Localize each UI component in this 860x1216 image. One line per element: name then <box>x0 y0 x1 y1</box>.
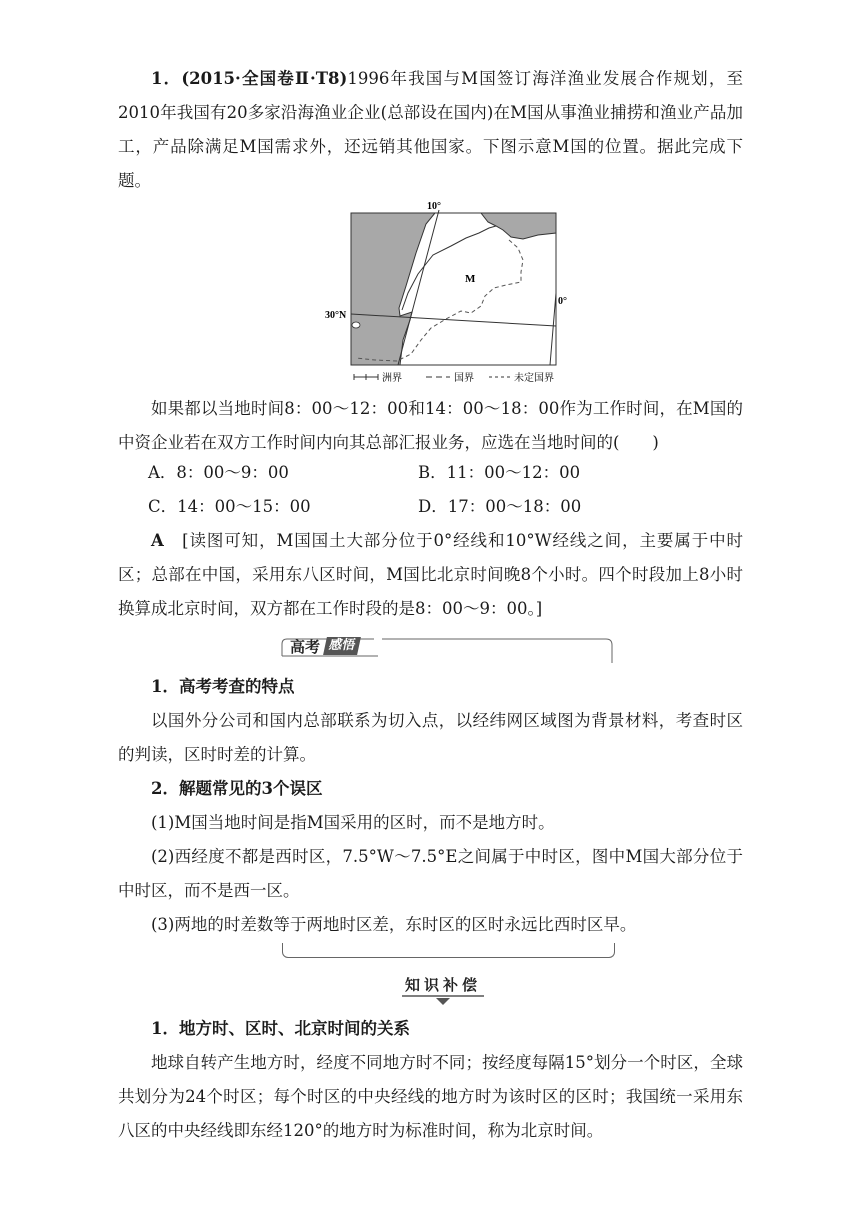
question-intro-text: 1996年我国与M国签订海洋渔业发展合作规划，至2010年我国有20多家沿海渔业企业(总部设在国内)在M国从事渔业捕捞和渔业产品加工，产品除满足M国需求外，还远销其他国家。下图示意M国的位置。据此完成下题。 <box>118 69 743 190</box>
map-legend <box>354 371 554 384</box>
knowledge-title: 知识补偿 <box>404 976 481 994</box>
legend-continent-border: 洲界 <box>382 373 402 384</box>
label-m: M <box>465 273 476 285</box>
island <box>352 322 360 328</box>
knowledge-heading-1: 1．地方时、区时、北京时间的关系 <box>151 1019 410 1038</box>
insight-item-1: (1)M国当地时间是指M国采用的区时，而不是地方时。 <box>151 813 555 832</box>
insight-box-bottom <box>282 943 615 958</box>
insight-item-2: (2)西经度不都是西时区，7.5°W～7.5°E之间属于中时区，图中M国大部分位于中时区，而不是西一区。 <box>118 847 743 900</box>
option-a: A．8：00～9：00 <box>148 463 289 482</box>
knowledge-supplement-banner <box>396 974 490 1008</box>
question-number: 1． <box>151 69 182 88</box>
question-stem: 如果都以当地时间8：00～12：00和14：00～18：00作为工作时间，在M国的中资企业若在双方工作时间内向其总部汇报业务，应选在当地时间的( ) <box>118 399 743 452</box>
option-d: D．17：00～18：00 <box>418 497 582 516</box>
banner-tag: 感悟 <box>323 637 361 655</box>
option-b: B．11：00～12：00 <box>418 463 581 482</box>
label-10-deg: 10° <box>427 201 441 212</box>
legend-national-border: 国界 <box>454 373 474 384</box>
insight-paragraph-1: 以国外分公司和国内总部联系为切入点，以经纬网区域图为背景材料，考查时区的判读，区时时差的计算。 <box>118 711 743 764</box>
insight-heading-1: 1．高考考查的特点 <box>151 677 295 696</box>
insight-item-3: (3)两地的时差数等于两地时区差，东时区的区时永远比西时区早。 <box>151 915 637 934</box>
knowledge-underline <box>396 974 490 1008</box>
m-country-map <box>323 198 585 386</box>
question-source: (2015·全国卷Ⅱ·T8) <box>181 69 348 88</box>
banner-label: 高考 <box>290 638 321 656</box>
label-0-deg: 0° <box>558 296 567 307</box>
label-30n: 30°N <box>325 310 347 321</box>
answer-explanation <box>118 524 743 626</box>
answer-letter: A <box>151 531 164 550</box>
option-c: C．14：00～15：00 <box>148 497 311 516</box>
knowledge-paragraph-1: 地球自转产生地方时，经度不同地方时不同；按经度每隔15°划分一个时区，全球共划分为24个时区；每个时区的中央经线的地方时为该时区的区时；我国统一采用东八区的中央经线即东经120°的地方时为标准时间，称为北京时间。 <box>118 1053 743 1140</box>
answer-text: [读图可知，M国国土大部分位于0°经线和10°W经线之间，主要属于中时区；总部在中国，采用东八区时间，M国比北京时间晚8个小时。四个时段加上8小时换算成北京时间，双方都在工作时段的是8：00～9：00。] <box>118 531 743 618</box>
legend-undetermined-border: 未定国界 <box>514 373 554 384</box>
gaokao-insight-banner <box>278 634 615 664</box>
insight-heading-2: 2．解题常见的3个误区 <box>151 779 323 798</box>
question-intro <box>118 62 743 198</box>
